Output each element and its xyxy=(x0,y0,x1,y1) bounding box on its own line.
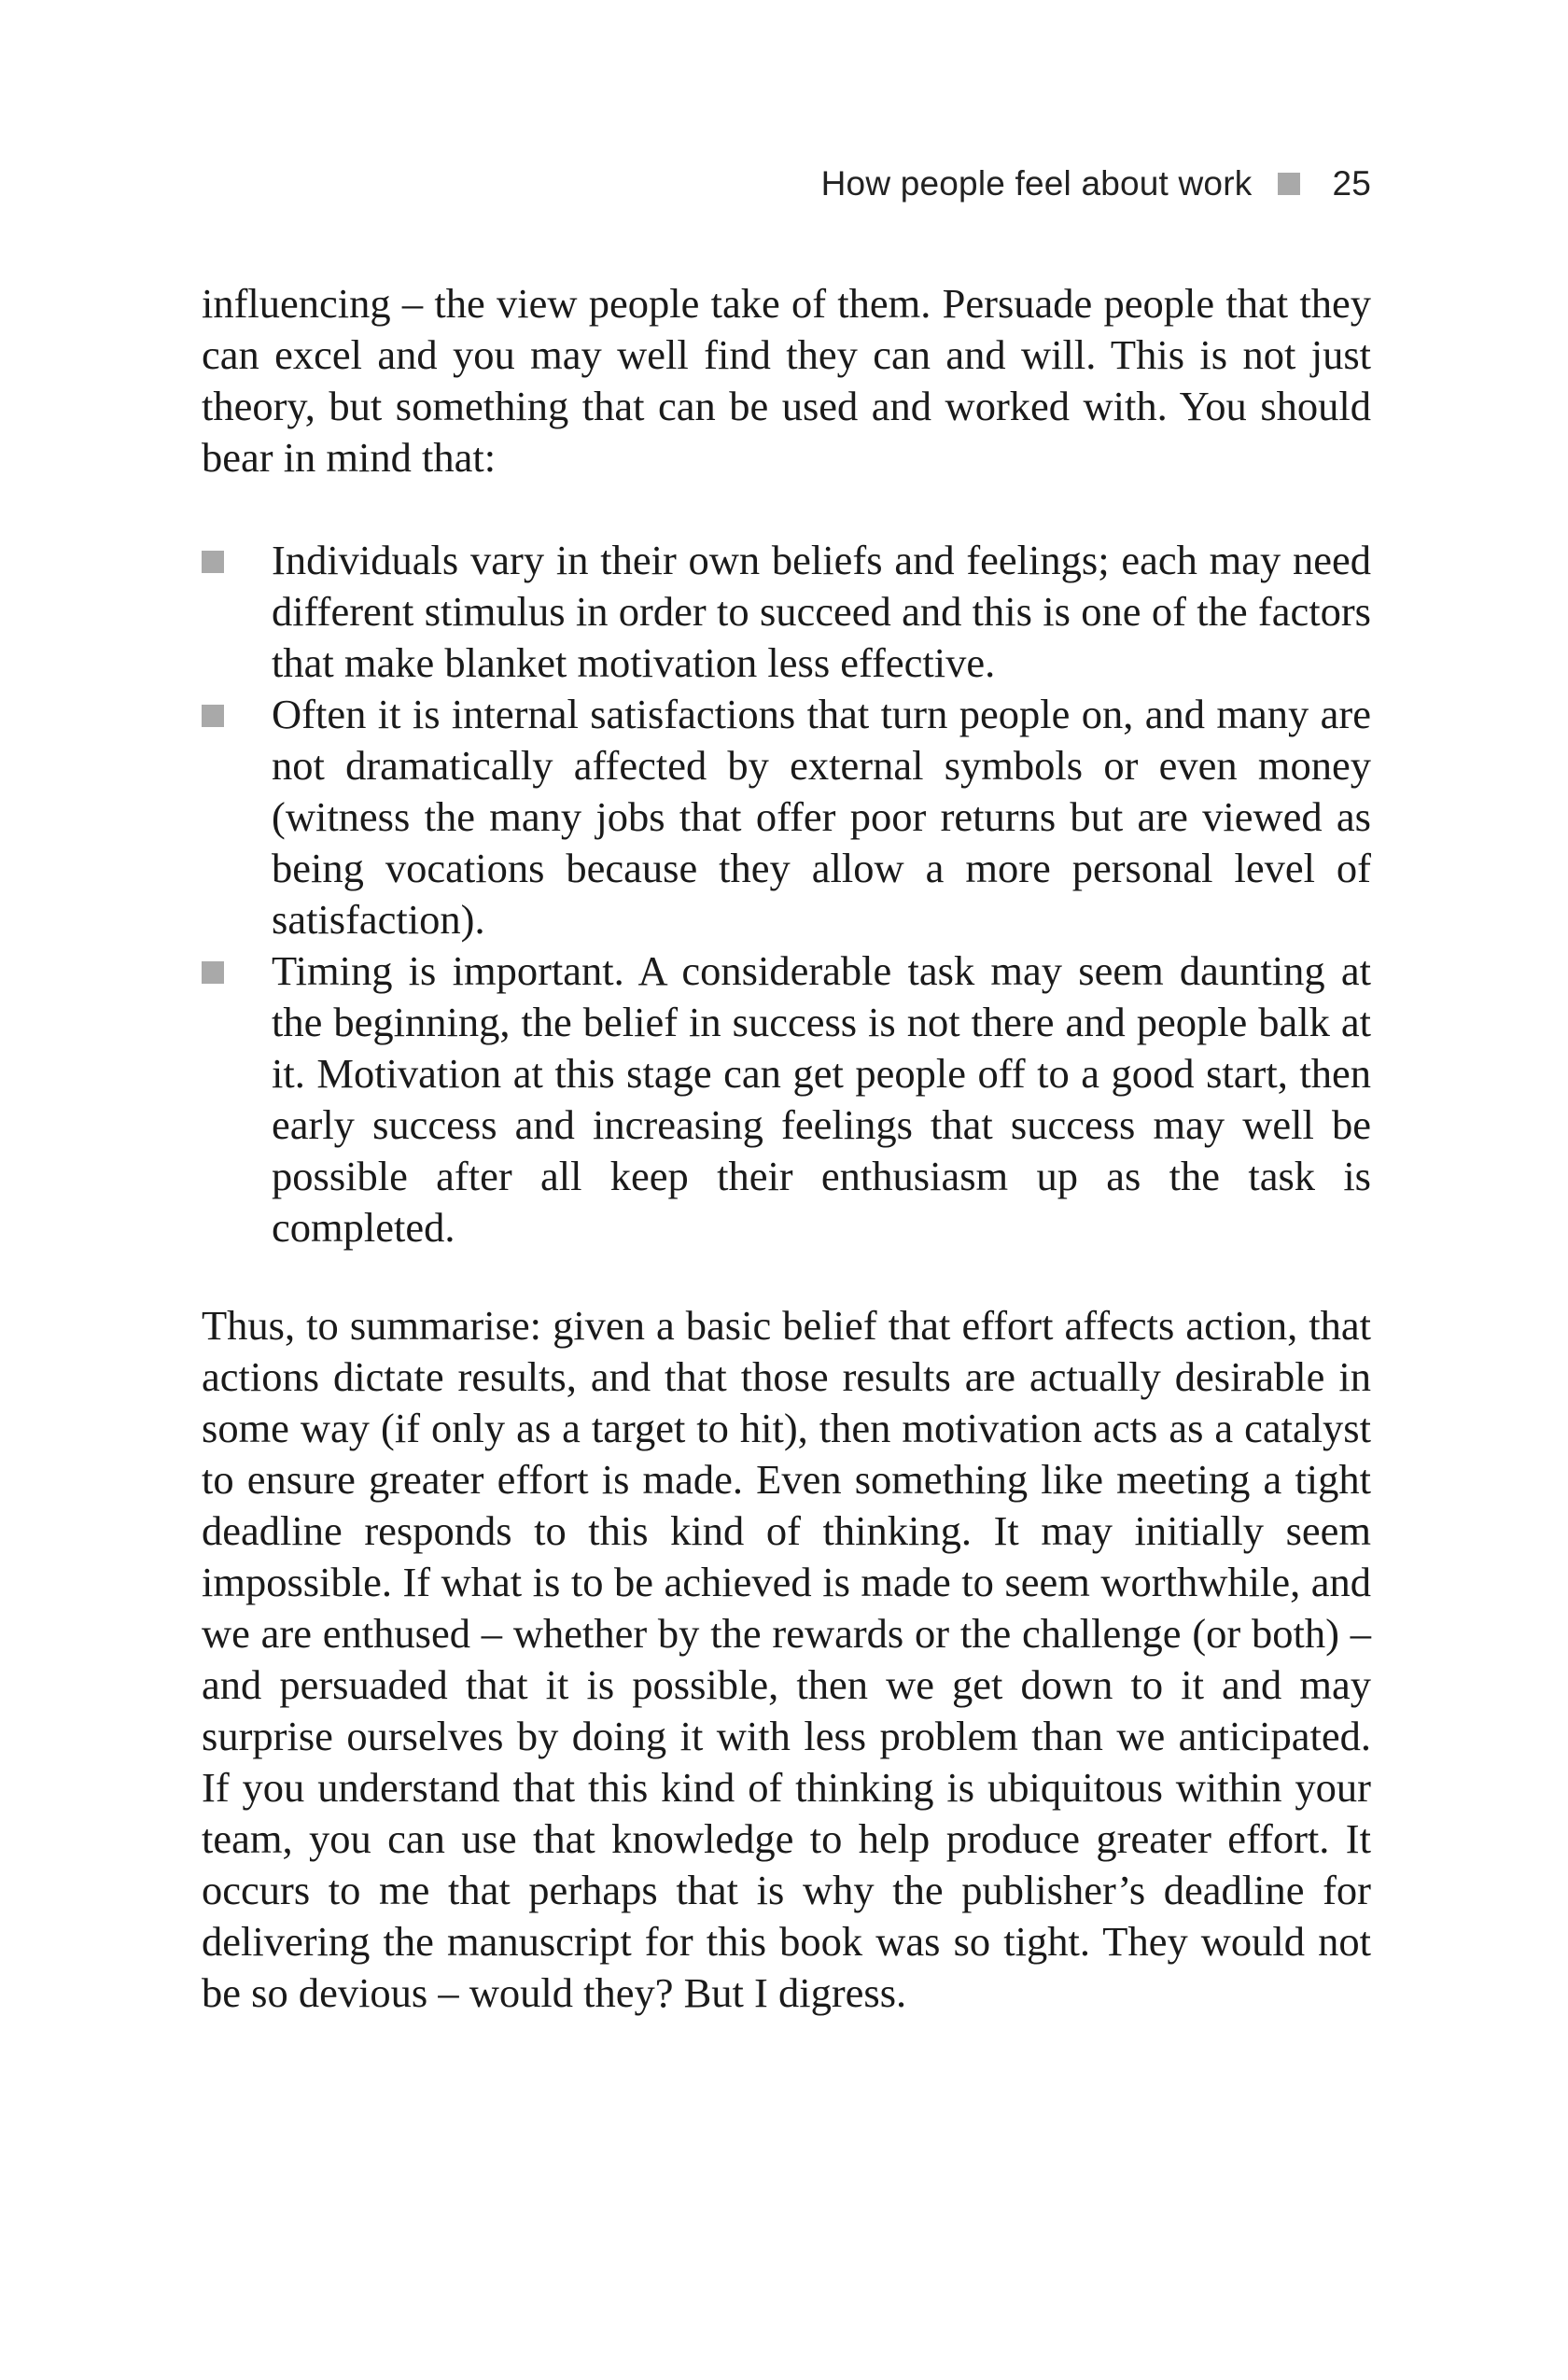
bullet-item xyxy=(202,689,1371,945)
body-paragraph-2: Thus, to summarise: given a basic belief that effort affects action, that actions dictate results, and that those results are actually desirable in some way (if only as a target to hit), then motivation acts as a catalyst to ensure greater effort is made. Even something like meeting a tight deadline responds to this kind of thinking. It may initially seem impossible. If what is to be achieved is made to seem worthwhile, and we are enthused – whether by the rewards or the challenge (or both) – and persuaded that it is possible, then we get down to it and may surprise ourselves by doing it with less problem than we anticipated. If you understand that this kind of thinking is ubiquitous within your team, you can use that knowledge to help produce greater effort. It occurs to me that perhaps that is why the publisher’s deadline for delivering the manuscript for this book was so tight. They would not be so devious – would they? But I digress. xyxy=(202,1302,1371,2016)
bullet-item xyxy=(202,945,1371,1253)
bullet-item xyxy=(202,535,1371,689)
running-header xyxy=(821,164,1371,203)
bullet-text: Individuals vary in their own beliefs and feelings; each may need different stimulus in order to succeed and this is one of the factors that make blanket motivation less effective. xyxy=(272,537,1371,686)
bullet-text: Timing is important. A considerable task may seem daunting at the beginning, the belief in success is not there and people balk at it. Motivation at this stage can get people off to a good start, then early success and increasing feelings that success may well be possible after all keep their enthusiasm up as the task is completed. xyxy=(272,947,1371,1251)
bullet-square-icon xyxy=(202,961,224,984)
body-paragraph-1: influencing – the view people take of them. Persuade people that they can excel and you may well find they can and will. This is not just theory, but something that can be used and worked with. You should bear in mind that: xyxy=(202,280,1371,481)
page-number: 25 xyxy=(1332,164,1371,203)
bullet-text: Often it is internal satisfactions that turn people on, and many are not dramatically affected by external symbols or even money (witness the many jobs that offer poor returns but are viewed as being vocations because they allow a more personal level of satisfaction). xyxy=(272,691,1371,943)
bullet-square-icon xyxy=(202,551,224,573)
running-title: How people feel about work xyxy=(820,164,1253,203)
header-separator-square-icon xyxy=(1278,173,1300,195)
bullet-square-icon xyxy=(202,705,224,727)
bullet-list xyxy=(202,535,1371,1253)
